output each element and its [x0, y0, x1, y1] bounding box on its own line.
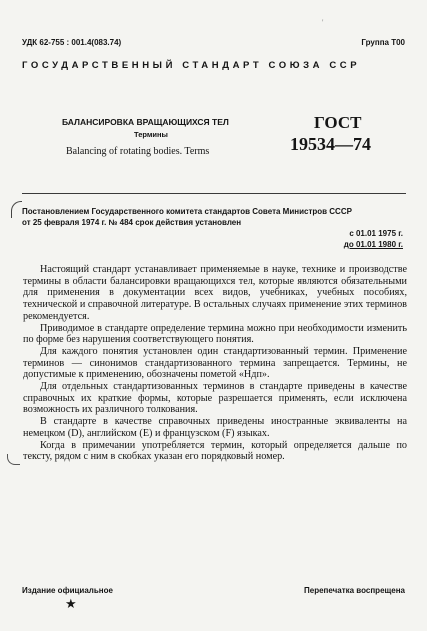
- paragraph-synonyms: Для каждого понятия установлен один стандартизованный термин. Применение терминов — синонимов стандартизованного термина запрещается. Термины, не допустимые к применению, обозначены пометой «Ндп».: [23, 345, 407, 381]
- paragraph-notes: Когда в примечании употребляется термин, который определяется дальше по тексту, рядом с ним в скобках указан его порядковый номер.: [23, 439, 407, 463]
- paragraph-short-forms: Для отдельных стандартизованных терминов в стандарте приведены в качестве справочных их краткие формы, которые разрешается применять, если исключена возможность их различного толкования.: [23, 381, 407, 416]
- state-standard-banner: ГОСУДАРСТВЕННЫЙ СТАНДАРТ СОЮЗА ССР: [22, 60, 361, 71]
- gost-number: 19534—74: [290, 134, 371, 154]
- udk-code: УДК 62-755 : 001.4(083.74): [22, 38, 122, 47]
- body-text: [23, 264, 407, 463]
- validity-start-date: с 01.01 1975 г.: [349, 229, 403, 238]
- validity-end-date: до 01.01 1980 г.: [343, 240, 403, 249]
- margin-mark: [7, 454, 20, 465]
- paragraph-scope: Настоящий стандарт устанавливает применяемые в науке, технике и производстве термины в области балансировки вращающихся тел, которые являются обязательными для применения в документации всех видов, учебниках, учебных пособиях, технической и справочной литературе. В остальных случаях применение этих терминов рекомендуется.: [23, 264, 407, 322]
- official-edition-label: Издание официальное: [22, 586, 113, 595]
- document-title-ru: БАЛАНСИРОВКА ВРАЩАЮЩИХСЯ ТЕЛ: [62, 117, 229, 127]
- resolution-line-1: Постановлением Государственного комитета стандартов Совета Министров СССР: [22, 207, 352, 216]
- header-divider: [22, 193, 406, 194]
- reprint-prohibited-label: Перепечатка воспрещена: [304, 586, 405, 595]
- paragraph-foreign-equivalents: В стандарте в качестве справочных приведены иностранные эквиваленты на немецком (D), английском (E) и французском (F) языках.: [23, 416, 407, 439]
- star-icon: ★: [65, 596, 77, 611]
- paragraph-definitions: Приводимое в стандарте определение термина можно при необходимости изменить по форме без нарушения соответствующего понятия.: [23, 322, 407, 346]
- document-title-en: Balancing of rotating bodies. Terms: [66, 146, 210, 157]
- group-code: Группа Т00: [361, 38, 405, 47]
- gost-label: ГОСТ: [314, 113, 362, 132]
- resolution-line-2: от 25 февраля 1974 г. № 484 срок действия установлен: [22, 218, 242, 227]
- margin-bracket: [11, 201, 22, 218]
- document-subtitle: Термины: [134, 130, 168, 139]
- scan-mark: ': [322, 18, 324, 27]
